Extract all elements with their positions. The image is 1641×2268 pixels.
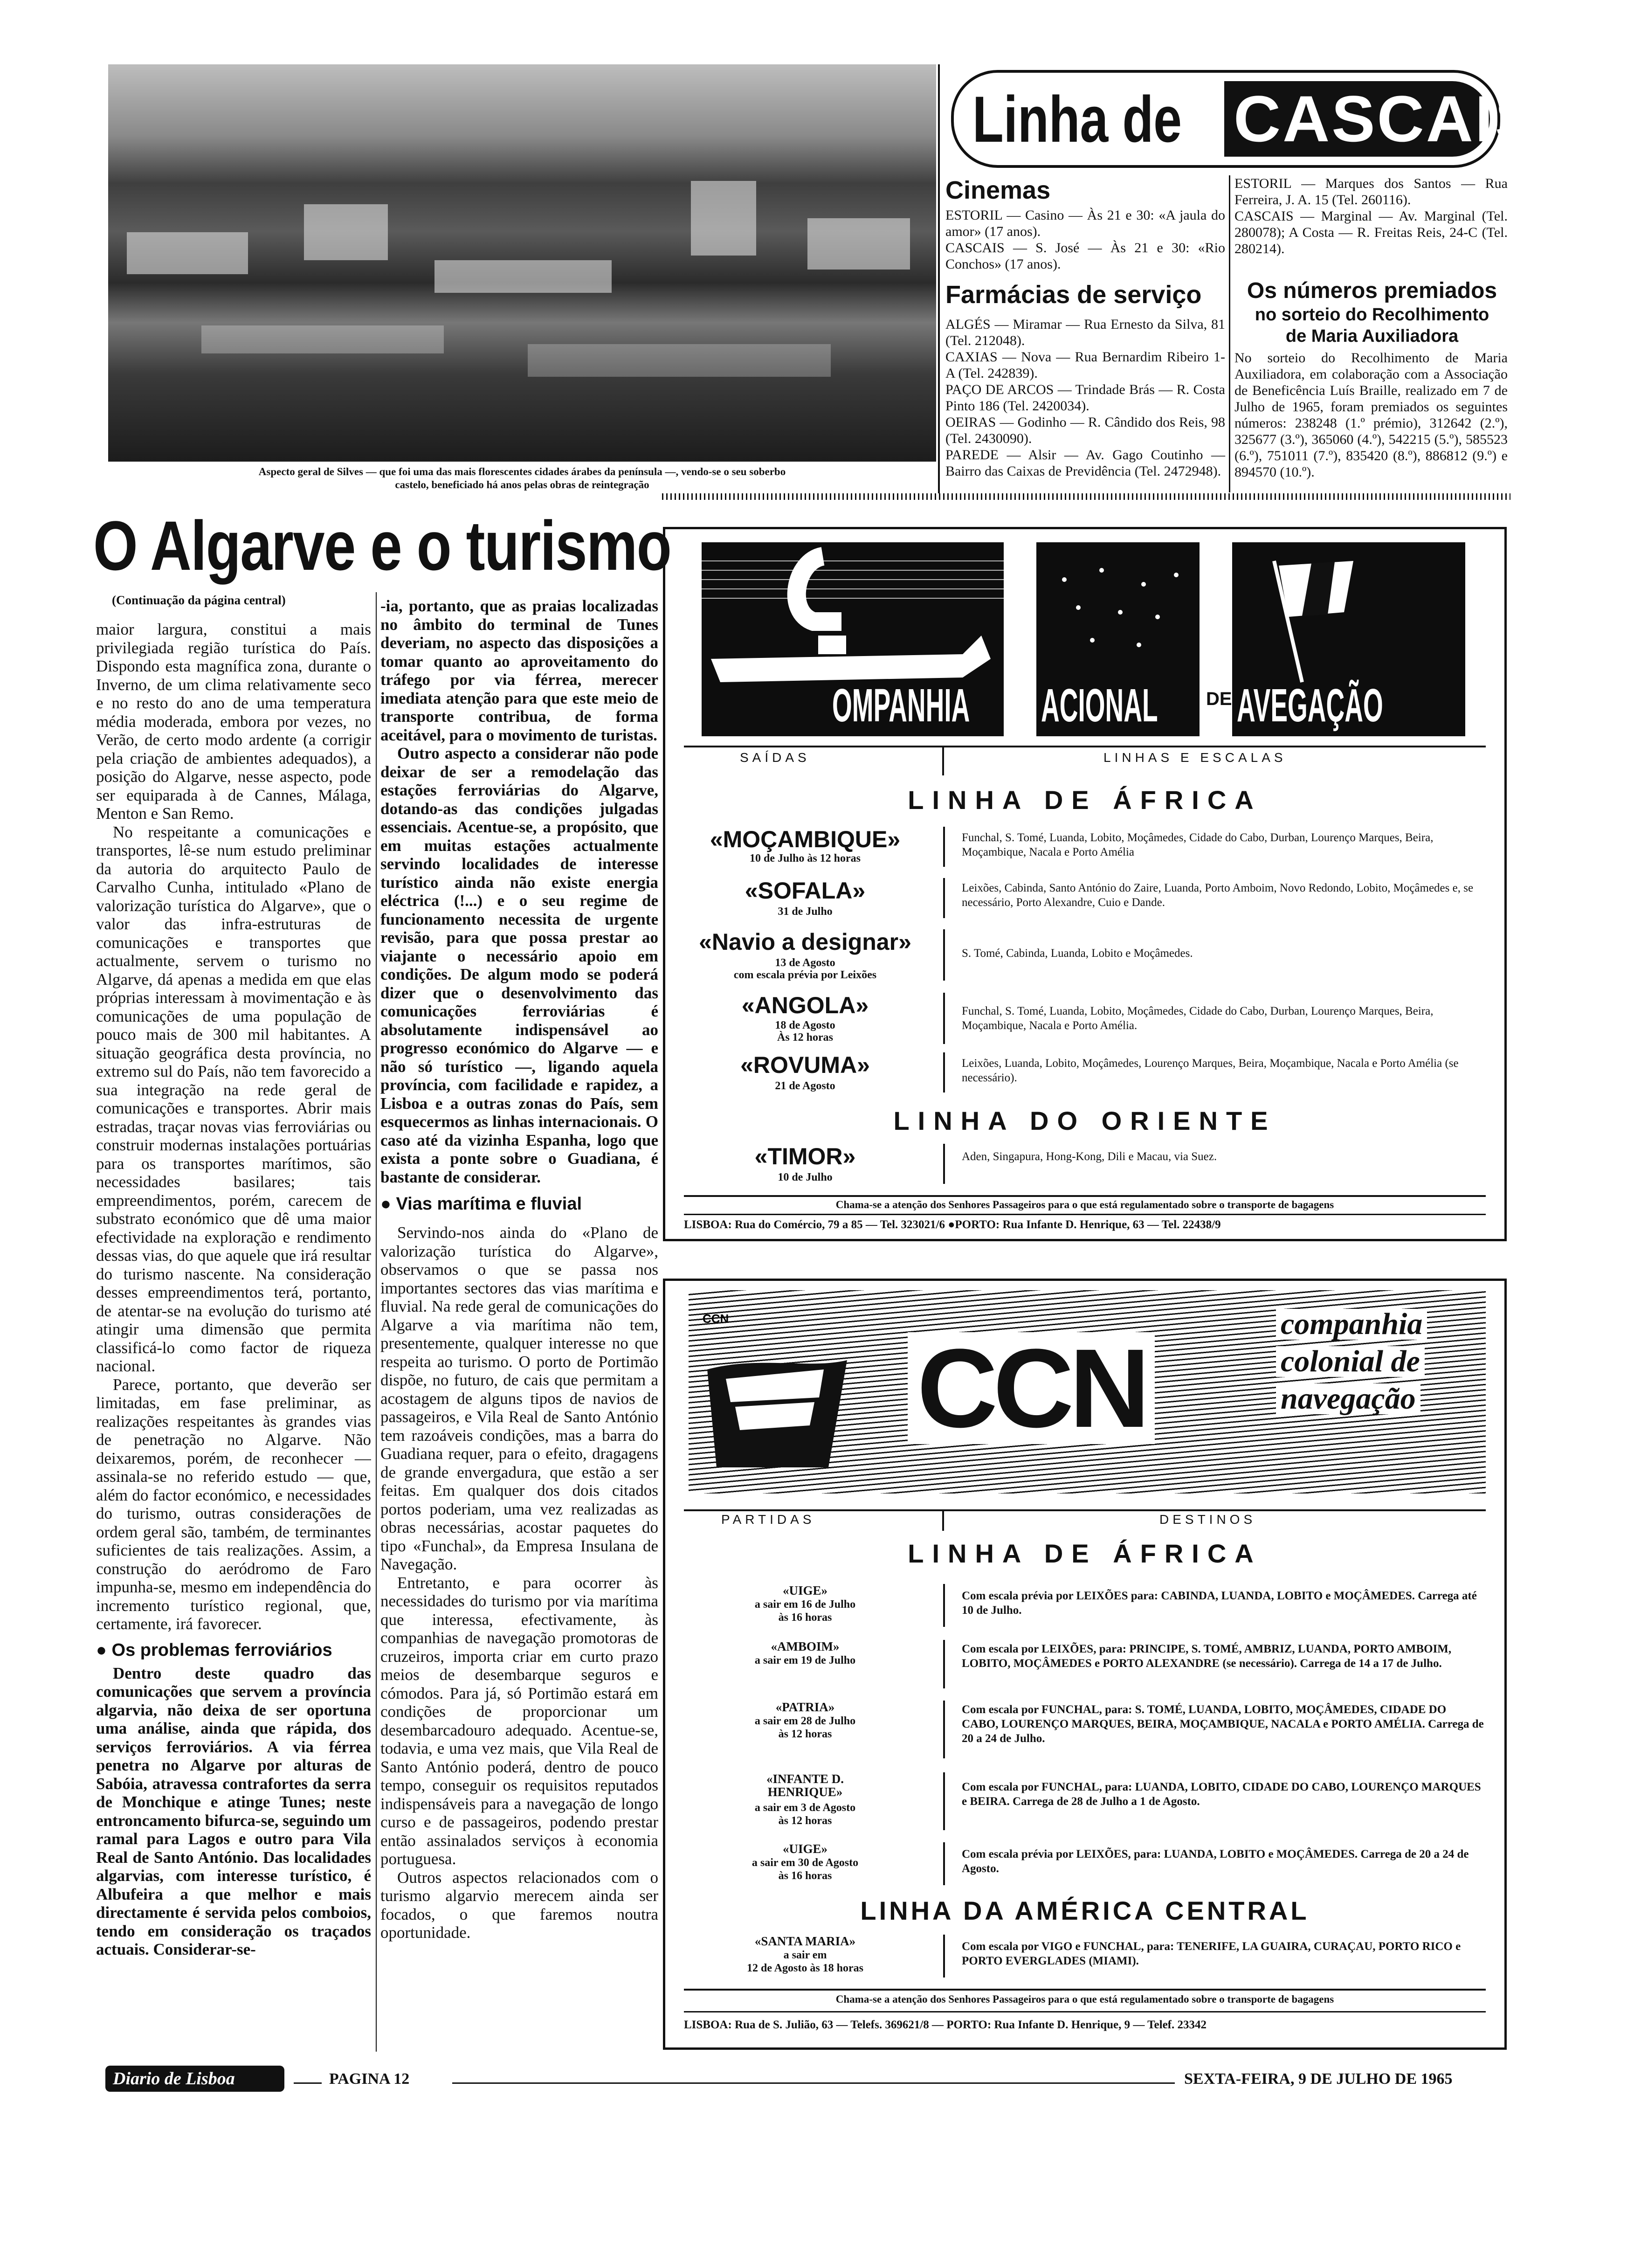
page-date: SEXTA-FEIRA, 9 DE JULHO DE 1965 (1184, 2070, 1453, 2088)
cinema-item: ESTORIL — Casino — Às 21 e 30: «A jaula do amor» (17 anos). (945, 207, 1225, 239)
farmacia-item: CASCAIS — Marginal — Av. Marginal (Tel. 280078); A Costa — R. Freitas Reis, 24-C (Tel. 280214). (1234, 208, 1508, 256)
premiados-text: No sorteio do Recolhimento de Maria Auxiliadora, em colaboração com a Associação de Beneficência Luís Braille, realizado em 7 de Julho de 1965, foram premiados os seguintes números: 238248 (1.º prémio), 312642 (2.º), 325677 (3.º), 365060 (4.º), 542215 (5.º), 585523 (6.º), 751011 (7.º), 835420 (8.º), 886812 (9.º) e 894570 (10.º). (1234, 350, 1508, 480)
ship-destinations: Aden, Singapura, Hong-Kong, Dili e Macau, via Suez. (962, 1150, 1217, 1163)
ccn-address: LISBOA: Rua de S. Julião, 63 — Telefs. 369621/8 — PORTO: Rua Infante D. Henrique, 9 — Telef. 23342 (684, 2019, 1207, 2031)
ship-destinations: Com escala prévia por LEIXÕES, para: LUANDA, LOBITO e MOÇÂMEDES. Carrega de 20 a 24 de Agosto. (962, 1848, 1469, 1875)
article-paragraph: Dentro deste quadro das comunicações que servem a província algarvia, não deixa de ser oportuna uma análise, ainda que rápida, dos serviços ferroviários. A via férrea penetra no Algarve por alturas de Sabóia, atravessa contrafortes da serra de Monchique e atinge Tunes; neste entroncamento bifurca-se, seguindo um ramal para Lagos e outro para Vila Real de Santo António. Das localidades algarvias, com interesse turístico, é Albufeira a que melhor e mais directamente é servida pelos comboios, tendo em consideração os traçados actuais. Considerar-se- (96, 1664, 371, 1958)
ccn-header-rule (684, 1509, 1486, 1511)
masthead-logo (105, 2066, 284, 2092)
cnn-address: LISBOA: Rua do Comércio, 79 a 85 — Tel. 323021/6 ●PORTO: Rua Infante D. Henrique, 63 — Tel. 22438/9 (684, 1218, 1221, 1231)
cnn-banner-panel-1 (702, 542, 1004, 736)
ship-destinations: S. Tomé, Cabinda, Luanda, Lobito e Moçâmedes. (962, 947, 1193, 960)
farmacia-item: PAREDE — Alsir — Av. Gago Coutinho — Bairro das Caixas de Previdência (Tel. 2472948). (945, 447, 1225, 479)
row-divider (943, 1701, 945, 1758)
ship-departure: a sair em 28 de Julho (754, 1715, 856, 1727)
cnn-header-rule (684, 746, 1486, 747)
cnn-banner-panel-3 (1232, 542, 1465, 736)
farmacia-item: OEIRAS — Godinho — R. Cândido dos Reis, 98 (Tel. 2430090). (945, 415, 1225, 446)
article-paragraph: -ia, portanto, que as praias localizadas no âmbito do terminal de Tunes deveriam, no aspecto das disposições a tomar quanto ao aproveitamento do tráfego por via férrea, merecer imediata atenção para que este meio de transporte contribua, de forma aceitável, para o movimento de turistas. (380, 597, 658, 744)
article-paragraph: Outros aspectos relacionados com o turismo algarvio merecem ainda ser focados, o que faremos noutra oportunidade. (380, 1868, 658, 1942)
ccn-ship-icon (689, 1300, 866, 1491)
cnn-footer-rule (684, 1214, 1486, 1215)
article-paragraph: Parece, portanto, que deverão ser limitadas, em fase preliminar, as realizações respeitantes às grandes vias de penetração no Algarve. Não deixaremos, porém, de reconhecer — assinala-se no referido estudo — que, além do factor económico, e necessidades do turismo, outras considerações de ordem geral são, também, de terminantes suficientes de tais realizações. Assim, a construção do aeródromo de Faro impunha-se, mesmo em independência do incremento turístico regional, que, certamente, irá favorecer. (96, 1375, 371, 1633)
cinema-item: CASCAIS — S. José — Às 21 e 30: «Rio Conchos» (17 anos). (945, 240, 1225, 272)
ship-name: «ROVUMA» (740, 1052, 870, 1078)
ccn-banner (689, 1290, 1486, 1494)
row-divider (943, 1772, 945, 1830)
ship-departure-time: às 12 horas (778, 1728, 832, 1740)
ship-name: «INFANTE D. HENRIQUE» (766, 1772, 844, 1799)
cinemas-heading: Cinemas (945, 176, 1051, 204)
ship-departure-note: Às 12 horas (777, 1031, 833, 1044)
photo-caption-line2: castelo, beneficiado há anos pelas obras de reintegração (395, 479, 649, 491)
ship-destinations: Leixões, Luanda, Lobito, Moçâmedes, Lourenço Marques, Beira, Moçambique, Nacala e Porto Amélia (se necessário). (962, 1057, 1459, 1084)
cnn-luggage-note: Chama-se a atenção dos Senhores Passageiros para o que está regulamentado sobre o transporte de bagagens (835, 1199, 1334, 1210)
photo-caption-line1: Aspecto geral de Silves — que foi uma das mais florescentes cidades árabes da península —, vendo-se o seu soberbo (258, 466, 786, 477)
row-divider (943, 929, 945, 981)
article-continuation: (Continuação da página central) (112, 593, 286, 607)
ship-name: «AMBOIM» (771, 1639, 840, 1653)
section-dotted-rule (662, 493, 1510, 500)
cinemas-list (945, 207, 1225, 272)
ship-departure: 21 de Agosto (775, 1080, 835, 1092)
cnn-head-linhas: LINHAS E ESCALAS (1103, 750, 1287, 765)
ship-departure-time: 12 de Agosto às 18 horas (746, 1962, 864, 1974)
article-column-1 (96, 620, 371, 2052)
ship-destinations: Com escala prévia por LEIXÕES para: CABINDA, LUANDA, LOBITO e MOÇÂMEDES. Carrega até 10 de Julho. (962, 1590, 1477, 1617)
ship-name: «Navio a designar» (699, 929, 911, 955)
ccn-linha-america: LINHA DA AMÉRICA CENTRAL (860, 1896, 1310, 1925)
ship-departure: 13 de Agosto (775, 957, 835, 969)
ccn-footer-rule (684, 2011, 1486, 2012)
premiados-sub1: no sorteio do Recolhimento (1255, 305, 1489, 325)
ship-name: «TIMOR» (754, 1143, 856, 1169)
ship-departure: a sair em (783, 1949, 827, 1961)
row-divider (943, 878, 945, 918)
ccn-head-partidas: PARTIDAS (721, 1512, 815, 1527)
article-column-2 (380, 597, 658, 2052)
ship-destinations: Funchal, S. Tomé, Luanda, Lobito, Moçâmedes, Cidade do Cabo, Durban, Lourenço Marques, Beira, Moçambique, Nacala e Porto Amélia (962, 831, 1434, 858)
premiados-sub2: de Maria Auxiliadora (1285, 326, 1459, 346)
row-divider (943, 827, 945, 867)
ship-departure: 10 de Julho às 12 horas (749, 852, 861, 864)
ship-departure-time: às 16 horas (778, 1870, 832, 1882)
farmacia-item: ALGÉS — Miramar — Rua Ernesto da Silva, 81 (Tel. 212048). (945, 317, 1225, 348)
article-paragraph: maior largura, constitui a mais privilegiada região turística do País. Dispondo esta magnífica zona, durante o Inverno, de um clima relativamente seco e no resto do ano de uma temperatura média moderada, embora por vezes, no Verão, de certo modo ardente (a corrigir pela criação de ambientes adequados), a posição do Algarve, nesse aspecto, pode ser equiparada à de Cannes, Málaga, Menton e San Remo. (96, 620, 371, 823)
cnn-word-de: DE (1206, 689, 1232, 709)
ship-departure: 10 de Julho (778, 1171, 833, 1183)
article-col-divider (376, 592, 377, 2052)
row-divider (943, 1144, 945, 1184)
cnn-footer-rule (684, 1195, 1486, 1197)
farmacia-item: CAXIAS — Nova — Rua Bernardim Ribeiro 1-A (Tel. 242839). (945, 349, 1225, 381)
ccn-script-2: colonial de (1276, 1346, 1425, 1377)
cnn-head-saidas: SAÍDAS (740, 750, 810, 765)
ship-destinations: Com escala por FUNCHAL, para: S. TOMÉ, LUANDA, LOBITO, MOÇÂMEDES, CIDADE DO CABO, LOURENÇO MARQUES, BEIRA, MOÇAMBIQUE, NACALA e PORTO AMÉLIA. Carrega de 20 a 24 de Julho. (962, 1703, 1484, 1745)
ship-destinations: Leixões, Cabinda, Santo António do Zaire, Luanda, Porto Amboim, Novo Redondo, Lobito, Moçâmedes e, se necessário, Porto Alexandre, Cuio e Dande. (962, 882, 1474, 909)
row-divider (943, 1584, 945, 1627)
cnn-banner-panel-2 (1036, 542, 1200, 736)
ccn-linha-africa: LINHA DE ÁFRICA (908, 1539, 1262, 1568)
ccn-table-divider (942, 1510, 944, 1531)
ship-departure: 18 de Agosto (775, 1019, 835, 1031)
ship-departure: a sair em 3 de Agosto (754, 1802, 856, 1814)
ship-departure: a sair em 19 de Julho (754, 1654, 856, 1666)
ship-departure: 31 de Julho (778, 906, 833, 918)
premiados-title: Os números premiados (1247, 278, 1497, 303)
ship-name: «PATRIA» (775, 1700, 835, 1714)
cascais-title-b: CASCAIS (1224, 81, 1490, 157)
page-number: PAGINA 12 (329, 2070, 410, 2088)
svg-text:CCN: CCN (703, 1312, 729, 1326)
article-paragraph: No respeitante a comunicações e transportes, lê-se num estudo preliminar da autoria do arquitecto Paulo de Carvalho Cunha, intitulado «Plano de valorização turística do Algarve», que o valor das infra-estruturas de comunicações e transportes que actualmente, servem o turismo no Algarve, dá apenas a medida em que elas próprias interessam à movimentação e às comunicações de uma população de pouco mais de 300 mil habitantes. A situação geográfica desta província, no extremo sul do País, não tem favorecido a sua integração na rede geral de comunicações e transportes. Abrir mais estradas, traçar novas vias ferroviárias ou construir modernas instalações portuárias para os transportes marítimos, são necessidades basilares; tais empreendimentos, porém, carecem de substrato económico que dê uma maior efectividade na exploração e rendimento dessas vias, do que aquele que irá resultar do turismo nascente. Na consideração desses empreendimentos terá, portanto, de atentar-se na evolução do turismo até atingir uma dimensão que permita classificá-lo como factor de riqueza nacional. (96, 823, 371, 1375)
ccn-advertisement (663, 1279, 1507, 2050)
cascais-title-box (951, 70, 1541, 168)
column-divider (938, 64, 940, 493)
ccn-luggage-note: Chama-se a atenção dos Senhores Passageiros para o que está regulamentado sobre o transporte de bagagens (835, 1993, 1334, 2005)
ship-name: «SOFALA» (745, 878, 866, 904)
ship-destinations: Com escala por LEIXÕES, para: PRINCIPE, S. TOMÉ, AMBRIZ, LUANDA, PORTO AMBOIM, LOBITO, MOÇÂMEDES e PORTO ALEXANDRE (se necessário). Carrega de 14 a 17 de Julho. (962, 1643, 1452, 1670)
row-divider (943, 993, 945, 1044)
ship-name: «UIGE» (782, 1842, 828, 1856)
ship-destinations: Com escala por FUNCHAL, para: LUANDA, LOBITO, CIDADE DO CABO, LOURENÇO MARQUES e BEIRA. Carrega de 28 de Julho a 1 de Agosto. (962, 1781, 1481, 1808)
photo-caption (103, 465, 942, 491)
farmacias-list (945, 316, 1225, 479)
farmacia-item: PAÇO DE ARCOS — Trindade Brás — R. Costa Pinto 186 (Tel. 2420034). (945, 382, 1225, 414)
cnn-word-companhia: OMPANHIA (832, 679, 970, 732)
ship-departure: a sair em 16 de Julho (754, 1598, 856, 1611)
article-paragraph: Entretanto, e para ocorrer às necessidades do turismo por via marítima que interessa, efectivamente, às companhias de navegação promotoras de cruzeiros, importa criar em curto prazo meios de desembarque seguros e cómodos. Para já, só Portimão estará em condições de proporcionar um desembarcadouro adequado. Acentue-se, todavia, e uma vez mais, que Vila Real de Santo António poderá, dentro de pouco tempo, conseguir os requisitos reputados indispensáveis para a navegação de longo curso e de passageiros, podendo prestar então assinalados serviços à economia portuguesa. (380, 1573, 658, 1868)
ccn-head-destinos: DESTINOS (1159, 1512, 1256, 1527)
subhead-ferroviarios: ● Os problemas ferroviários (96, 1640, 332, 1660)
footer-rule (452, 2082, 1175, 2084)
cnn-advertisement (663, 527, 1507, 1241)
ship-destinations: Com escala por VIGO e FUNCHAL, para: TENERIFE, LA GUAIRA, CURAÇAU, PORTO RICO e PORTO EVERGLADES (MIAMI). (962, 1940, 1461, 1967)
silves-photo (108, 64, 936, 462)
ccn-script-3: navegação (1276, 1383, 1420, 1414)
ccn-script-1: companhia (1276, 1309, 1427, 1340)
row-divider (943, 1640, 945, 1688)
cnn-linha-oriente: LINHA DO ORIENTE (893, 1106, 1276, 1135)
cnn-word-navegacao: AVEGAÇÃO (1237, 679, 1383, 732)
masthead-text: Diario de Lisboa (113, 2069, 235, 2088)
ship-name: «UIGE» (782, 1583, 828, 1597)
ship-destinations: Funchal, S. Tomé, Luanda, Lobito, Moçâmedes, Cidade do Cabo, Durban, Lourenço Marques, Beira, Moçambique, Nacala e Porto Amélia. (962, 1005, 1434, 1032)
ccn-footer-rule (684, 1989, 1486, 1991)
premiados-heading (1234, 278, 1510, 347)
ccn-logo: CCN (908, 1332, 1155, 1444)
row-divider (943, 1935, 945, 1978)
row-divider (943, 1052, 945, 1093)
article-paragraph: Outro aspecto a considerar não pode deixar de ser a remodelação das estações ferroviárias do Algarve, dotando-as das condições julgadas essenciais. Acentue-se, a propósito, que em muitas estações actualmente servindo localidades de interesse turístico ainda não existe energia eléctrica (!...) e o seu regime de funcionamento necessita de urgente revisão, para que possa prestar ao viajante o necessário apoio em condições. De algum modo se poderá dizer que o desenvolvimento das comunicações ferroviárias é absolutamente indispensável ao progresso económico do Algarve — e não só turístico —, ligando aquela província, com facilidade e rapidez, a Lisboa e a outras zonas do País, sem esquecermos as linhas internacionais. O caso até da vizinha Espanha, logo que exista a ponte sobre o Guadiana, é bastante de considerar. (380, 744, 658, 1186)
footer-rule (294, 2082, 322, 2084)
ship-departure-time: às 16 horas (778, 1611, 832, 1624)
cascais-col-divider (1229, 175, 1230, 492)
farmacia-item: ESTORIL — Marques dos Santos — Rua Ferreira, J. A. 15 (Tel. 260116). (1234, 176, 1508, 207)
ship-name: «SANTA MARIA» (754, 1934, 856, 1948)
ship-name: «ANGOLA» (741, 992, 869, 1018)
subhead-vias-maritima: ● Vias marítima e fluvial (380, 1194, 582, 1214)
cascais-title-a: Linha de (972, 83, 1182, 156)
cnn-word-nacional: ACIONAL (1041, 679, 1158, 732)
farmacias-continued (1234, 175, 1508, 257)
article-headline: O Algarve e o turismo (93, 506, 671, 585)
ship-name: «MOÇAMBIQUE» (710, 826, 901, 852)
cnn-linha-africa: LINHA DE ÁFRICA (908, 785, 1262, 815)
row-divider (943, 1842, 945, 1885)
ship-departure-time: às 12 horas (778, 1815, 832, 1827)
farmacias-heading: Farmácias de serviço (945, 281, 1202, 309)
article-paragraph: Servindo-nos ainda do «Plano de valorização turística do Algarve», observamos o que se passa nos importantes sectores das vias marítima e fluvial. Na rede geral de comunicações do Algarve a via marítima não tem, presentemente, qualquer interesse no que respeita ao turismo. O porto de Portimão dispõe, no futuro, de cais que permitam a acostagem de alguns tipos de navios de passageiros, e Vila Real de Santo António tem razoáveis condições, mas a barra do Guadiana requer, para o efeito, dragagens de grande envergadura, que estão a ser feitas. Em qualquer dos dois citados portos poderiam, uma vez realizadas as obras necessárias, acostar paquetes do tipo «Funchal», da Empresa Insulana de Navegação. (380, 1224, 658, 1573)
ship-departure-note: com escala prévia por Leixões (733, 969, 877, 981)
cnn-table-divider (942, 747, 944, 775)
ship-departure: a sair em 30 de Agosto (752, 1857, 859, 1869)
